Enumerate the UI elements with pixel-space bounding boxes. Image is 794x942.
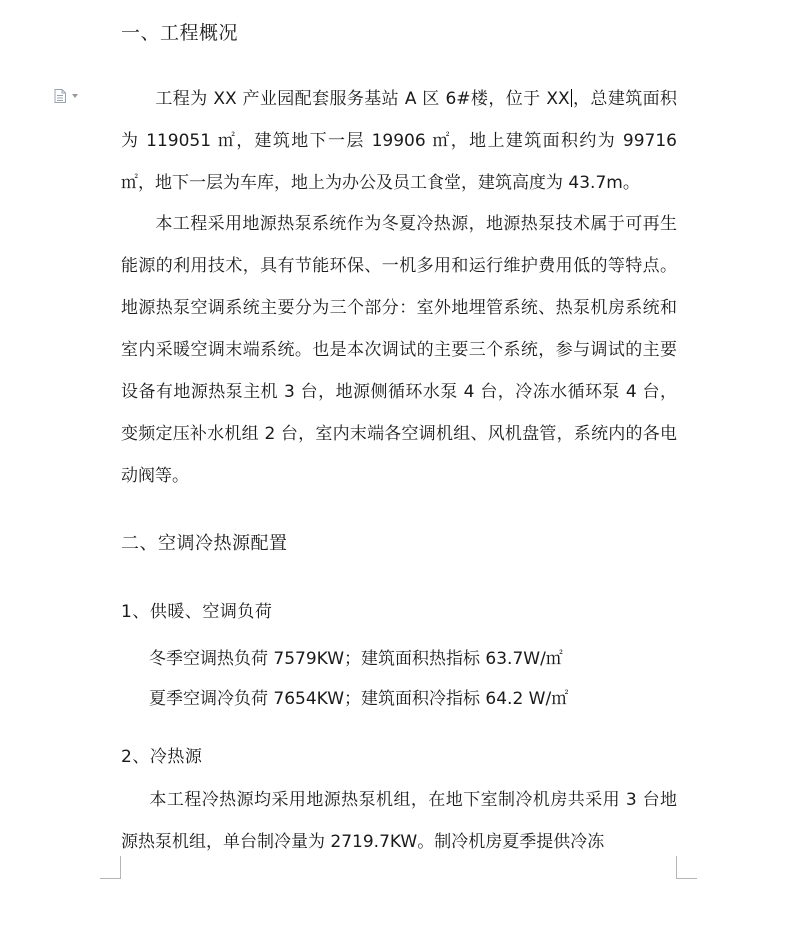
paragraph-text-b: ，总建筑面积为 119051 ㎡，建筑地下一层 19906 ㎡，地上建筑面积约为 99716 ㎡，地下一层为车库，地上为办公及员工食堂，建筑高度为 43.7m。: [121, 89, 678, 193]
page-margin-corner-right: [676, 856, 697, 879]
paragraph-text: 本工程冷热源均采用地源热泵机组，在地下室制冷机房共采用 3 台地源热泵机组，单台制冷量为 2719.7KW。制冷机房夏季提供冷冻: [121, 790, 677, 852]
subsection-heading-source: 2、冷热源: [121, 747, 203, 767]
paragraph-text: 本工程采用地源热泵系统作为冬夏冷热源，地源热泵技术属于可再生能源的利用技术，具有节能环保、一机多用和运行维护费用低的等特点。地源热泵空调系统主要分为三个部分：室外地埋管系统、热泵机房系统和室内采暖空调末端系统。也是本次调试的主要三个系统，参与调试的主要设备有地源热泵主机 3 台，地源侧循环水泵 4 台，冷冻水循环泵 4 台，变频定压补水机组 2 台，室内末端各空调机组、风机盘管，系统内的各电动阀等。: [121, 214, 677, 486]
section-heading-overview: 一、工程概况: [121, 22, 239, 44]
subsection-heading-load: 1、供暖、空调负荷: [121, 602, 273, 622]
paragraph-text-a: 工程为 XX 产业园配套服务基站 A 区 6#楼，位于 XX: [155, 89, 570, 109]
paragraph-overview-2: [121, 203, 677, 497]
heating-load-line: 冬季空调热负荷 7579KW；建筑面积热指标 63.7W/㎡: [149, 649, 563, 669]
paragraph-source: [121, 779, 677, 863]
section-heading-config: 二、空调冷热源配置: [121, 533, 288, 554]
page-margin-corner-left: [100, 856, 121, 879]
chevron-down-icon[interactable]: [72, 94, 78, 98]
text-cursor: [571, 89, 572, 107]
paragraph-overview-1: [121, 78, 677, 204]
document-icon[interactable]: [54, 89, 66, 103]
cooling-load-line: 夏季空调冷负荷 7654KW；建筑面积冷指标 64.2 W/㎡: [149, 689, 569, 709]
